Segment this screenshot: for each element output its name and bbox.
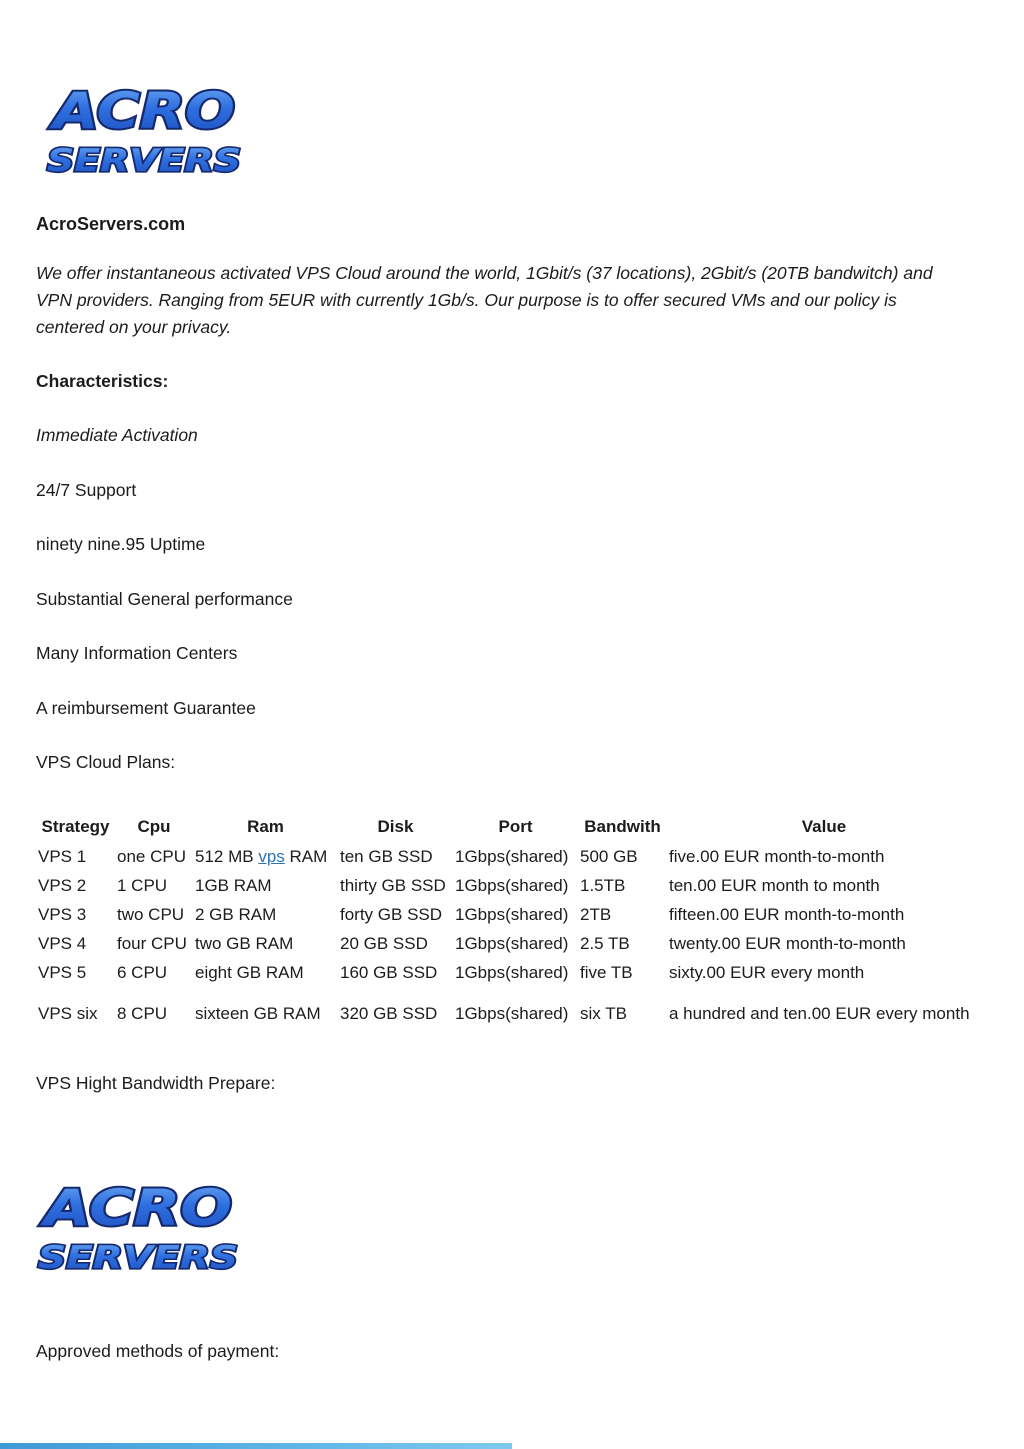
cell-bandwith: 1.5TB xyxy=(580,875,626,895)
cell-port: 1Gbps(shared) xyxy=(455,1003,569,1023)
cell-strategy: VPS 3 xyxy=(38,904,87,924)
cell-strategy: VPS 1 xyxy=(38,846,87,866)
cell-ram: 1GB RAM xyxy=(195,875,272,895)
cell-bandwith: 2TB xyxy=(580,904,612,924)
high-bandwidth-heading: VPS Hight Bandwidth Prepare: xyxy=(36,1073,276,1093)
vps-link[interactable]: vps xyxy=(258,846,285,866)
site-title: AcroServers.com xyxy=(36,214,186,234)
table-row xyxy=(36,842,981,871)
cell-disk: 160 GB SSD xyxy=(340,962,438,982)
characteristic-item: A reimbursement Guarantee xyxy=(36,698,256,718)
col-header-disk: Disk xyxy=(377,817,414,836)
cell-cpu: one CPU xyxy=(117,846,186,866)
cell-value: twenty.00 EUR month-to-month xyxy=(669,933,906,953)
cell-ram: two GB RAM xyxy=(195,933,294,953)
characteristics-heading: Characteristics: xyxy=(36,371,169,391)
cell-value: a hundred and ten.00 EUR every month xyxy=(669,1003,970,1023)
table-row xyxy=(36,929,981,958)
logo-text-acro: ACRO xyxy=(39,1179,232,1237)
table-row xyxy=(36,958,981,987)
cell-cpu: 6 CPU xyxy=(117,962,168,982)
acroservers-logo xyxy=(35,1170,241,1283)
cell-ram xyxy=(193,842,338,871)
logo-text-servers: SERVERS xyxy=(47,143,241,179)
cell-value: ten.00 EUR month to month xyxy=(669,875,880,895)
cell-disk: 320 GB SSD xyxy=(340,1003,438,1023)
characteristic-item: Immediate Activation xyxy=(36,425,198,445)
cell-disk: ten GB SSD xyxy=(340,846,433,866)
vps-plans-table xyxy=(36,812,981,1040)
cell-value: fifteen.00 EUR month-to-month xyxy=(669,904,905,924)
cell-disk: 20 GB SSD xyxy=(340,933,428,953)
cell-value: sixty.00 EUR every month xyxy=(669,962,865,982)
cell-strategy: VPS 2 xyxy=(38,875,87,895)
cell-bandwith: 2.5 TB xyxy=(580,933,630,953)
table-row xyxy=(36,987,981,1040)
cell-bandwith: five TB xyxy=(580,962,633,982)
table-header-row xyxy=(36,812,981,842)
cell-value: five.00 EUR month-to-month xyxy=(669,846,885,866)
cell-cpu: four CPU xyxy=(117,933,187,953)
characteristic-item: Substantial General performance xyxy=(36,589,293,609)
payment-image-clipped-edge xyxy=(0,1443,512,1449)
cell-strategy: VPS 4 xyxy=(38,933,87,953)
cell-port: 1Gbps(shared) xyxy=(455,904,569,924)
col-header-cpu: Cpu xyxy=(137,817,171,836)
characteristic-item: Many Information Centers xyxy=(36,643,238,663)
cell-port: 1Gbps(shared) xyxy=(455,962,569,982)
cell-cpu: two CPU xyxy=(117,904,185,924)
cell-bandwith: six TB xyxy=(580,1003,627,1023)
logo-text-acro: ACRO xyxy=(48,82,235,140)
col-header-bandwith: Bandwith xyxy=(584,817,661,836)
cell-disk: thirty GB SSD xyxy=(340,875,446,895)
col-header-ram: Ram xyxy=(247,817,284,836)
cell-ram: 2 GB RAM xyxy=(195,904,277,924)
ram-suffix: RAM xyxy=(284,846,328,866)
cell-bandwith: 500 GB xyxy=(580,846,638,866)
cell-disk: forty GB SSD xyxy=(340,904,443,924)
col-header-port: Port xyxy=(498,817,533,836)
cell-port: 1Gbps(shared) xyxy=(455,875,569,895)
payment-methods-heading: Approved methods of payment: xyxy=(36,1341,280,1361)
plans-heading: VPS Cloud Plans: xyxy=(36,752,176,772)
acroservers-logo xyxy=(44,73,244,186)
acroservers-logo-image xyxy=(44,73,244,181)
cell-cpu: 8 CPU xyxy=(117,1003,168,1023)
col-header-strategy: Strategy xyxy=(41,817,110,836)
table-row xyxy=(36,900,981,929)
cell-cpu: 1 CPU xyxy=(117,875,168,895)
characteristic-item: 24/7 Support xyxy=(36,480,137,500)
acroservers-logo-image xyxy=(35,1170,241,1278)
cell-strategy: VPS 5 xyxy=(38,962,87,982)
cell-ram: eight GB RAM xyxy=(195,962,304,982)
cell-port: 1Gbps(shared) xyxy=(455,933,569,953)
cell-port: 1Gbps(shared) xyxy=(455,846,569,866)
col-header-value: Value xyxy=(801,817,847,836)
intro-paragraph: We offer instantaneous activated VPS Cloud around the world, 1Gbit/s (37 locations), 2Gbit/s (20TB bandwitch) and VPN providers. Ranging from 5EUR with currently 1Gb/s. Our purpose is to offer secured VMs and our policy is centered on your privacy. xyxy=(36,263,933,337)
characteristic-item: ninety nine.95 Uptime xyxy=(36,534,206,554)
cell-ram: sixteen GB RAM xyxy=(195,1003,321,1023)
table-row xyxy=(36,871,981,900)
cell-strategy: VPS six xyxy=(38,1003,98,1023)
logo-text-servers: SERVERS xyxy=(38,1240,238,1276)
ram-prefix: 512 MB xyxy=(195,846,259,866)
